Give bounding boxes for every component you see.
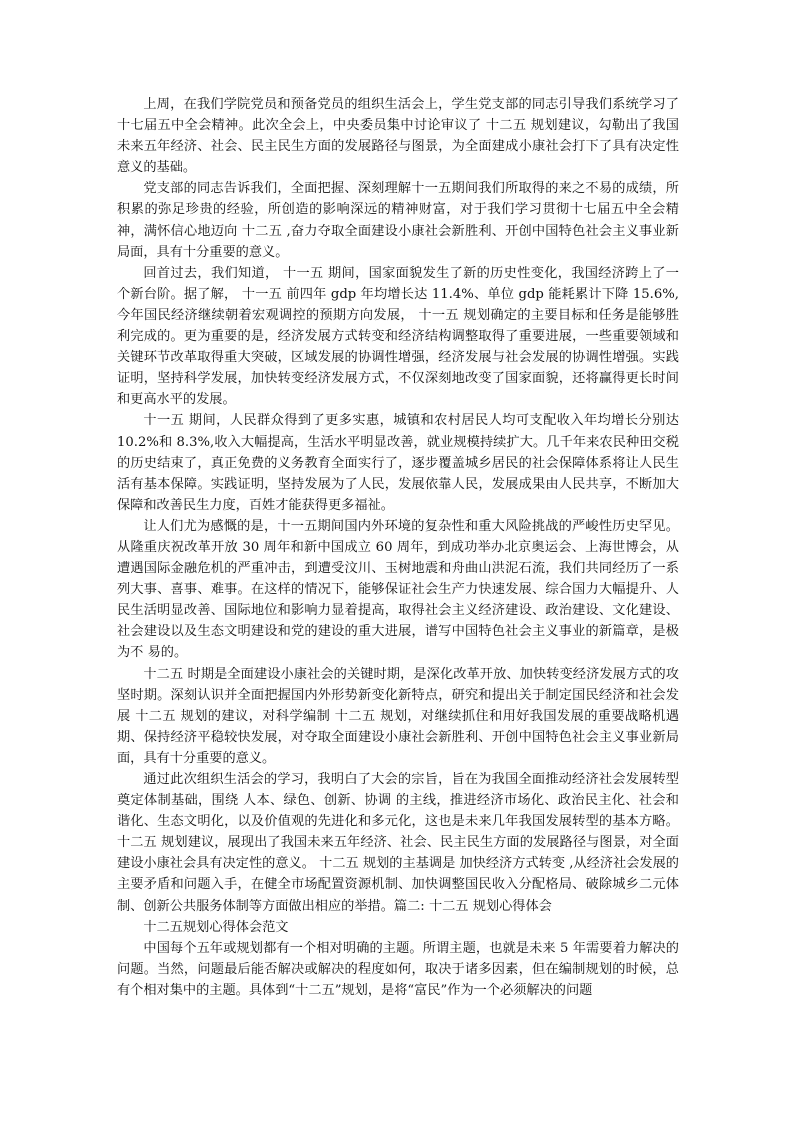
paragraph-7: 通过此次组织生活会的学习，我明白了大会的宗旨，旨在为我国全面推动经济社会发展转型奠定体制基础，围绕 人本、绿色、创新、协调 的主线，推进经济市场化、政治民主化、社会和谐化、生态文明化，以及价值观的先进化和多元化，这也是未来几年我国发展转型的基本方略。 十二五 规划建议，展现出了我国未来五年经济、社会、民主民生方面的发展路径与图景，对全面建设小康社会具有决定性的意义。 十二五 规划的主基调是 加快经济方式转变 ,从经济社会发展的主要矛盾和问题入手，在健全市场配置资源机制、加快调整国民收入分配格局、破除城乡二元体制、创新公共服务体制等方面做出相应的举措。篇二: 十二五 规划心得体会 <box>117 772 679 914</box>
paragraph-1: 上周，在我们学院党员和预备党员的组织生活会上，学生党支部的同志引导我们系统学习了十七届五中全会精神。此次全会上，中央委员集中讨论审议了 十二五 规划建议，勾勒出了我国未来五年经济、社会、民主民生方面的发展路径与图景，为全面建成小康社会打下了具有决定性意义的基础。 <box>117 97 679 176</box>
paragraph-2: 党支部的同志告诉我们，全面把握、深刻理解十一五期间我们所取得的来之不易的成绩，所积累的弥足珍贵的经验，所创造的影响深远的精神财富，对于我们学习贯彻十七届五中全会精神，满怀信心地迈向 十二五 ,奋力夺取全面建设小康社会新胜利、开创中国特色社会主义事业新局面，具有十分重要的意义。 <box>117 181 679 260</box>
paragraph-6: 十二五 时期是全面建设小康社会的关键时期，是深化改革开放、加快转变经济发展方式的攻坚时期。深刻认识并全面把握国内外形势新变化新特点，研究和提出关于制定国民经济和社会发展 十二五 规划的建议，对科学编制 十二五 规划，对继续抓住和用好我国发展的重要战略机遇期、保持经济平稳较快发展，对夺取全面建设小康社会新胜利、开创中国特色社会主义事业新局面，具有十分重要的意义。 <box>117 666 679 766</box>
document-body <box>117 94 679 1001</box>
paragraph-3: 回首过去，我们知道， 十一五 期间，国家面貌发生了新的历史性变化，我国经济跨上了一个新台阶。据了解， 十一五 前四年 gdp 年均增长达 11.4%、单位 gdp 能耗累计下降 15.6%,今年国民经济继续朝着宏观调控的预期方向发展， 十一五 规划确定的主要目标和任务是能够胜利完成的。更为重要的是，经济发展方式转变和经济结构调整取得了重要进展，一些重要领域和关键环节改革取得重大突破，区域发展的协调性增强，经济发展与社会发展的协调性增强。实践证明，坚持科学发展，加快转变经济发展方式，不仅深刻地改变了国家面貌，还将赢得更长时间和更高水平的发展。 <box>117 265 679 408</box>
paragraph-5: 让人们尤为感慨的是，十一五期间国内外环境的复杂性和重大风险挑战的严峻性历史罕见。从隆重庆祝改革开放 30 周年和新中国成立 60 周年，到成功举办北京奥运会、上海世博会，从遭遇国际金融危机的严重冲击，到遭受汶川、玉树地震和舟曲山洪泥石流，我们共同经历了一系列大事、喜事、难事。在这样的情况下，能够保证社会生产力快速发展、综合国力大幅提升、人民生活明显改善、国际地位和影响力显着提高，取得社会主义经济建设、政治建设、文化建设、社会建设以及生态文明建设和党的建设的重大进展，谱写中国特色社会主义事业的新篇章，是极为不 易的。 <box>117 518 679 661</box>
paragraph-8: 中国每个五年或规划都有一个相对明确的主题。所谓主题，也就是未来 5 年需要着力解决的问题。当然，问题最后能否解决或解决的程度如何，取决于诸多因素，但在编制规划的时候，总有个相对集中的主题。具体到“十二五”规划，是将“富民”作为一个必须解决的问题 <box>117 940 679 998</box>
paragraph-4: 十一五 期间，人民群众得到了更多实惠，城镇和农村居民人均可支配收入年均增长分别达 10.2%和 8.3%,收入大幅提高，生活水平明显改善，就业规模持续扩大。几千年来农民种田交税的历史结束了，真正免费的义务教育全面实行了，逐步覆盖城乡居民的社会保障体系将让人民生活有基本保障。实践证明，坚持发展为了人民，发展依靠人民，发展成果由人民共享，不断加大保障和改善民生力度，百姓才能获得更多福祉。 <box>117 413 679 513</box>
section-title: 十二五规划心得体会范文 <box>143 919 289 935</box>
